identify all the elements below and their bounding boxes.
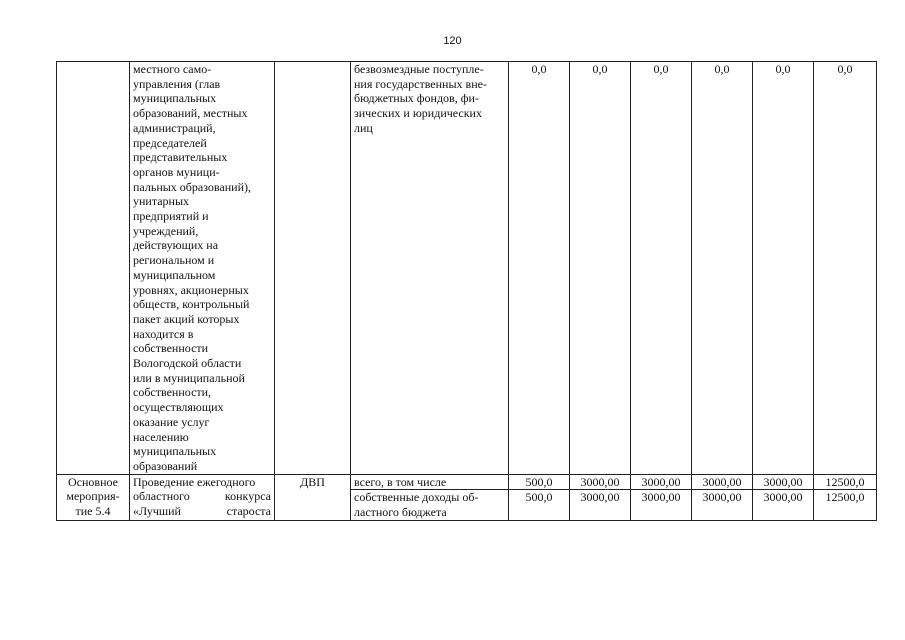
cell-value: 0,0 <box>570 62 631 475</box>
cell-value: 3000,00 <box>570 490 631 520</box>
description-line: управления (глав <box>133 76 221 91</box>
cell-measure-description <box>130 474 275 520</box>
cell-value: 3000,00 <box>631 474 692 490</box>
table-row-continuation <box>57 62 877 475</box>
cell-value: 3000,00 <box>692 490 753 520</box>
description-line: муниципальном <box>133 267 216 282</box>
description-line: осуществляющих <box>133 400 224 415</box>
measure-code-line: Основное <box>68 474 118 489</box>
measure-code-line: тие 5.4 <box>75 504 111 519</box>
measure-description-line: «Лучший староста <box>133 504 271 519</box>
cell-value: 500,0 <box>509 490 570 520</box>
description-line: органов муници- <box>133 164 220 179</box>
source-line: ластного бюджета <box>354 505 447 520</box>
cell-value: 3000,00 <box>631 490 692 520</box>
description-line: муниципальных <box>133 91 217 106</box>
cell-funding-source <box>351 62 509 475</box>
description-line: обществ, контрольный <box>133 297 250 312</box>
description-line: председателей <box>133 135 207 150</box>
cell-value: 0,0 <box>753 62 814 475</box>
description-line: учреждений, <box>133 223 199 238</box>
cell-value: 0,0 <box>509 62 570 475</box>
cell-measure-executor: ДВП <box>275 474 351 520</box>
measure-description-line: Проведение ежегодного <box>133 474 256 489</box>
description-line: собственности, <box>133 385 212 400</box>
source-line: собственные доходы об- <box>354 490 479 505</box>
description-line: пакет акций которых <box>133 311 240 326</box>
description-line: представительных <box>133 150 228 165</box>
source-line: всего, в том числе <box>354 474 447 489</box>
source-line: лиц <box>354 120 373 135</box>
description-line: пальных образований), <box>133 179 251 194</box>
cell-value-total: 12500,0 <box>814 474 877 490</box>
description-line: образований, местных <box>133 106 248 121</box>
description-line: населению <box>133 429 189 444</box>
description-line: Вологодской области <box>133 356 242 371</box>
cell-value: 500,0 <box>509 474 570 490</box>
budget-table <box>56 61 877 521</box>
source-line: безвозмездные поступле- <box>354 62 484 76</box>
cell-value: 3000,00 <box>692 474 753 490</box>
measure-code-line: мероприя- <box>66 489 120 504</box>
cell-code <box>57 62 130 475</box>
description-line: предприятий и <box>133 209 209 224</box>
cell-measure-code <box>57 474 130 520</box>
cell-funding-source <box>351 490 509 520</box>
cell-funding-source <box>351 474 509 490</box>
cell-description <box>130 62 275 475</box>
description-line: находится в <box>133 326 194 341</box>
cell-value: 0,0 <box>631 62 692 475</box>
source-line: ния государственных вне- <box>354 76 487 91</box>
description-line: унитарных <box>133 194 190 209</box>
description-line: администраций, <box>133 120 216 135</box>
table-row-measure-total <box>57 474 877 490</box>
source-line: зических и юридических <box>354 106 482 121</box>
cell-value: 3000,00 <box>753 490 814 520</box>
description-line: оказание услуг <box>133 414 210 429</box>
cell-executor <box>275 62 351 475</box>
cell-value: 3000,00 <box>753 474 814 490</box>
cell-value: 3000,00 <box>570 474 631 490</box>
page-number: 120 <box>443 35 462 47</box>
measure-description-line: областного конкурса <box>133 489 271 504</box>
description-line: уровнях, акционерных <box>133 282 249 297</box>
cell-value-total: 12500,0 <box>814 490 877 520</box>
cell-value: 0,0 <box>692 62 753 475</box>
description-line: муниципальных <box>133 444 217 459</box>
description-line: собственности <box>133 341 209 356</box>
description-line: или в муниципальной <box>133 370 245 385</box>
source-line: бюджетных фондов, фи- <box>354 91 479 106</box>
description-line: региональном и <box>133 253 215 268</box>
description-line: местного само- <box>133 62 212 76</box>
cell-value-total: 0,0 <box>814 62 877 475</box>
description-line: действующих на <box>133 238 219 253</box>
description-line: образований <box>133 458 198 473</box>
